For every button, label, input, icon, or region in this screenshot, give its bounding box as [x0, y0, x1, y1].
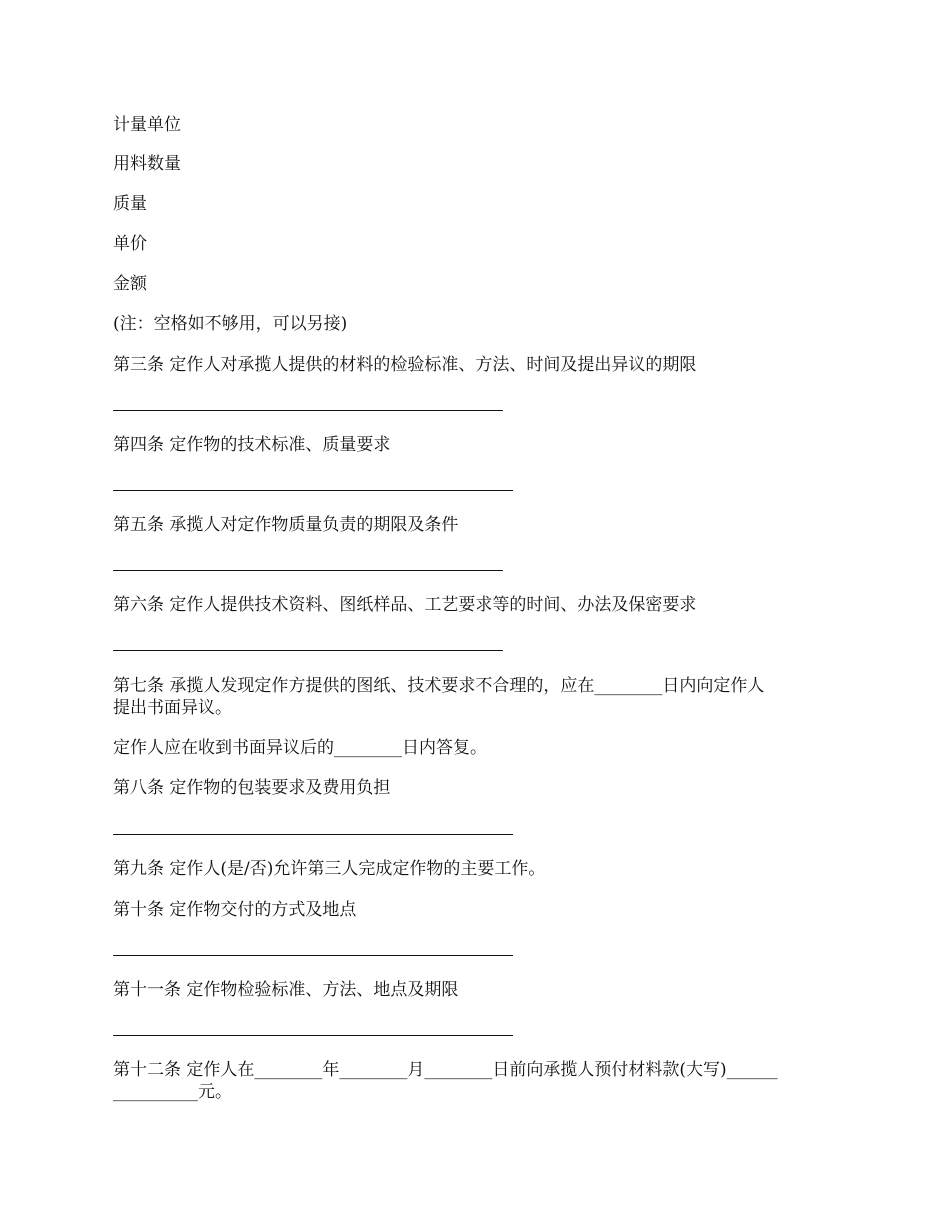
- article-3: 第三条 定作人对承揽人提供的材料的检验标准、方法、时间及提出异议的期限: [113, 355, 697, 375]
- article-12-line-2: __________元。: [113, 1082, 232, 1102]
- field-material-quantity: 用料数量: [113, 154, 181, 174]
- blank-line-article-5: [113, 570, 503, 571]
- blank-line-article-10: [113, 955, 513, 956]
- article-11: 第十一条 定作物检验标准、方法、地点及期限: [113, 980, 459, 1000]
- field-quality: 质量: [113, 194, 147, 214]
- article-10: 第十条 定作物交付的方式及地点: [113, 900, 357, 920]
- article-7-reply: 定作人应在收到书面异议后的________日内答复。: [113, 738, 487, 758]
- blank-line-article-11: [113, 1035, 513, 1036]
- blank-line-article-8: [113, 834, 513, 835]
- article-7-line-1: 第七条 承揽人发现定作方提供的图纸、技术要求不合理的，应在________日内向定作人: [113, 676, 765, 696]
- field-unit: 计量单位: [113, 115, 181, 135]
- article-9: 第九条 定作人(是/否)允许第三人完成定作物的主要工作。: [113, 859, 546, 879]
- article-6: 第六条 定作人提供技术资料、图纸样品、工艺要求等的时间、办法及保密要求: [113, 595, 697, 615]
- article-4: 第四条 定作物的技术标准、质量要求: [113, 435, 391, 455]
- table-note: (注：空格如不够用，可以另接): [113, 314, 348, 334]
- article-12-line-1: 第十二条 定作人在________年________月________日前向承揽人预付材料款(大写)______: [113, 1060, 778, 1080]
- blank-line-article-3: [113, 410, 503, 411]
- blank-line-article-4: [113, 490, 513, 491]
- field-unit-price: 单价: [113, 234, 147, 254]
- article-5: 第五条 承揽人对定作物质量负责的期限及条件: [113, 515, 459, 535]
- article-8: 第八条 定作物的包装要求及费用负担: [113, 778, 391, 798]
- article-7-line-2: 提出书面异议。: [113, 698, 232, 718]
- blank-line-article-6: [113, 650, 503, 651]
- field-amount: 金额: [113, 274, 147, 294]
